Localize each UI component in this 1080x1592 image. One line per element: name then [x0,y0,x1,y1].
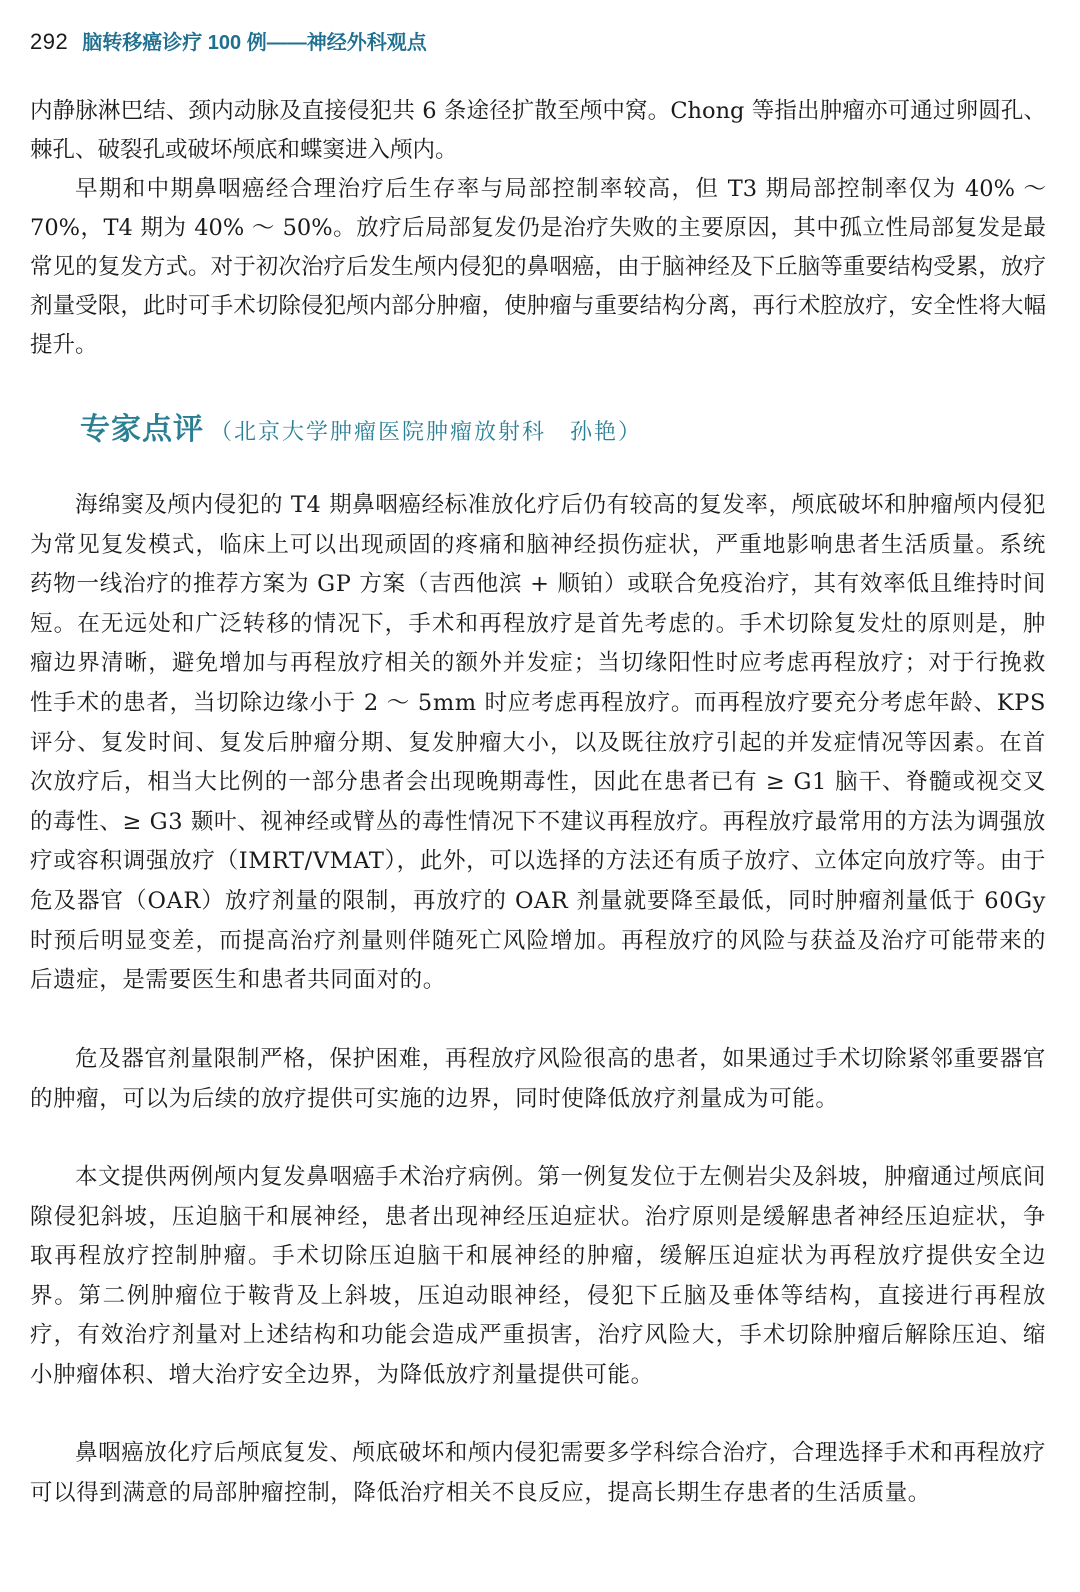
expert-paragraph: 海绵窦及颅内侵犯的 T4 期鼻咽癌经标准放化疗后仍有较高的复发率，颅底破坏和肿瘤颅内侵犯为常见复发模式，临床上可以出现顽固的疼痛和脑神经损伤症状，严重地影响患者生活质量。系统药物一线治疗的推荐方案为 GP 方案（吉西他滨 + 顺铂）或联合免疫治疗，其有效率低且维持时间短。在无远处和广泛转移的情况下，手术和再程放疗是首先考虑的。手术切除复发灶的原则是，肿瘤边界清晰，避免增加与再程放疗相关的额外并发症；当切缘阳性时应考虑再程放疗；对于行挽救性手术的患者，当切除边缘小于 2 ～ 5mm 时应考虑再程放疗。而再程放疗要充分考虑年龄、KPS 评分、复发时间、复发后肿瘤分期、复发肿瘤大小，以及既往放疗引起的并发症情况等因素。在首次放疗后，相当大比例的一部分患者会出现晚期毒性，因此在患者已有 ≥ G1 脑干、脊髓或视交叉的毒性、≥ G3 颞叶、视神经或臂丛的毒性情况下不建议再程放疗。再程放疗最常用的方法为调强放疗或容积调强放疗（IMRT/VMAT），此外，可以选择的方法还有质子放疗、立体定向放疗等。由于危及器官（OAR）放疗剂量的限制，再放疗的 OAR 剂量就要降至最低，同时肿瘤剂量低于 60Gy 时预后明显变差，而提高治疗剂量则伴随死亡风险增加。再程放疗的风险与获益及治疗可能带来的后遗症，是需要医生和患者共同面对的。 [30,492,1046,994]
running-header [30,26,427,60]
body-paragraph: 早期和中期鼻咽癌经合理治疗后生存率与局部控制率较高，但 T3 期局部控制率仅为 40% ～ 70%，T4 期为 40% ～ 50%。放疗后局部复发仍是治疗失败的主要原因，其中孤立性局部复发是最常见的复发方式。对于初次治疗后发生颅内侵犯的鼻咽癌，由于脑神经及下丘脑等重要结构受累，放疗剂量受限，此时可手术切除侵犯颅内部分肿瘤，使肿瘤与重要结构分离，再行术腔放疗，安全性将大幅提升。 [30,176,1046,358]
body-paragraph: 内静脉淋巴结、颈内动脉及直接侵犯共 6 条途径扩散至颅中窝。Chong 等指出肿瘤亦可通过卵圆孔、棘孔、破裂孔或破坏颅底和蝶窦进入颅内。 [30,98,1046,163]
book-title: 脑转移癌诊疗 100 例——神经外科观点 [82,32,427,54]
expert-comment-heading [80,404,642,448]
page-number: 292 [30,29,69,54]
section-title: 专家点评 [80,412,204,447]
section-affiliation: （北京大学肿瘤医院肿瘤放射科 孙艳） [210,420,643,445]
expert-paragraph: 本文提供两例颅内复发鼻咽癌手术治疗病例。第一例复发位于左侧岩尖及斜坡，肿瘤通过颅底间隙侵犯斜坡，压迫脑干和展神经，患者出现神经压迫症状。治疗原则是缓解患者神经压迫症状，争取再程放疗控制肿瘤。手术切除压迫脑干和展神经的肿瘤，缓解压迫症状为再程放疗提供安全边界。第二例肿瘤位于鞍背及上斜坡，压迫动眼神经，侵犯下丘脑及垂体等结构，直接进行再程放疗，有效治疗剂量对上述结构和功能会造成严重损害，治疗风险大，手术切除肿瘤后解除压迫、缩小肿瘤体积、增大治疗安全边界，为降低放疗剂量提供可能。 [30,1164,1046,1388]
expert-paragraph: 鼻咽癌放化疗后颅底复发、颅底破坏和颅内侵犯需要多学科综合治疗，合理选择手术和再程放疗可以得到满意的局部肿瘤控制，降低治疗相关不良反应，提高长期生存患者的生活质量。 [30,1440,1046,1506]
expert-paragraph: 危及器官剂量限制严格，保护困难，再程放疗风险很高的患者，如果通过手术切除紧邻重要器官的肿瘤，可以为后续的放疗提供可实施的边界，同时使降低放疗剂量成为可能。 [30,1046,1046,1112]
